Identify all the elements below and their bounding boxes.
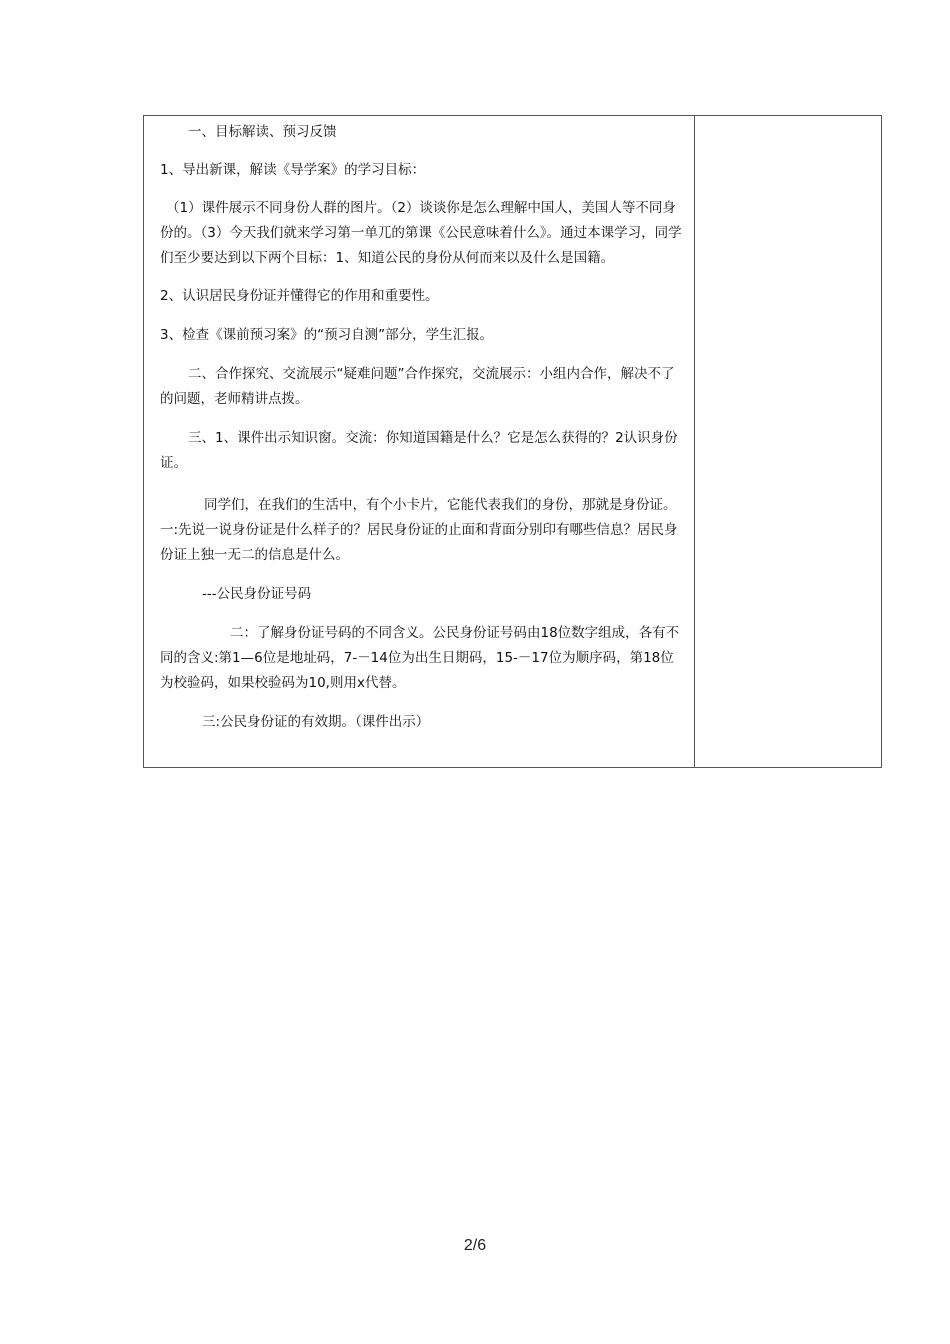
page-number: 2/6 [463, 1237, 487, 1254]
paragraph-id-number-heading: ---公民身份证号码 [202, 586, 312, 602]
lesson-content-cell [144, 116, 695, 767]
paragraph-validity: 三:公民身份证的有效期。（课件出示） [202, 714, 430, 730]
paragraph-check-preview: 3、检查《课前预习案》的“预习自测”部分，学生汇报。 [160, 327, 494, 343]
paragraph-goal-two: 2、认识居民身份证并懂得它的作用和重要性。 [160, 288, 439, 304]
paragraph-intro-goals: 1、导出新课，解读《导学案》的学习目标： [160, 162, 426, 178]
section-heading-cooperation: 二、合作探究、交流展示“疑难问题”合作探究，交流展示：小组内合作，解决不了的问题，老师精讲点拨。 [160, 366, 675, 407]
section-heading-knowledge: 三、1、课件出示知识窗。交流：你知道国籍是什么？它是怎么获得的？2认识身份证。 [160, 430, 678, 471]
section-heading-goals: 一、目标解读、预习反馈 [188, 124, 337, 140]
paragraph-activities: （1）课件展示不同身份人群的图片。（2）谈谈你是怎么理解中国人，美国人等不同身份的。（3）今天我们就来学习第一单兀的第课《公民意味着什么》。通过本课学习，同学们至少要达到以下两个目标：1、知道公民的身份从何而来以及什么是国籍。 [160, 200, 682, 266]
lesson-table [143, 115, 882, 768]
notes-cell [695, 116, 881, 767]
paragraph-id-card-intro: 同学们，在我们的生活中，有个小卡片，它能代表我们的身份，那就是身份证。一:先说一说身份证是什么样子的？居民身份证的止面和背面分别印有哪些信息？居民身份证上独一无二的信息是什么。 [160, 497, 678, 563]
paragraph-id-number-meaning: 二：了解身份证号码的不同含义。公民身份证号码由18位数字组成，各有不同的含义:第1—6位是地址码，7-－14位为出生日期码，15-－17位为顺序码，第18位为校验码，如果校验码为10,则用x代替。 [160, 625, 680, 691]
